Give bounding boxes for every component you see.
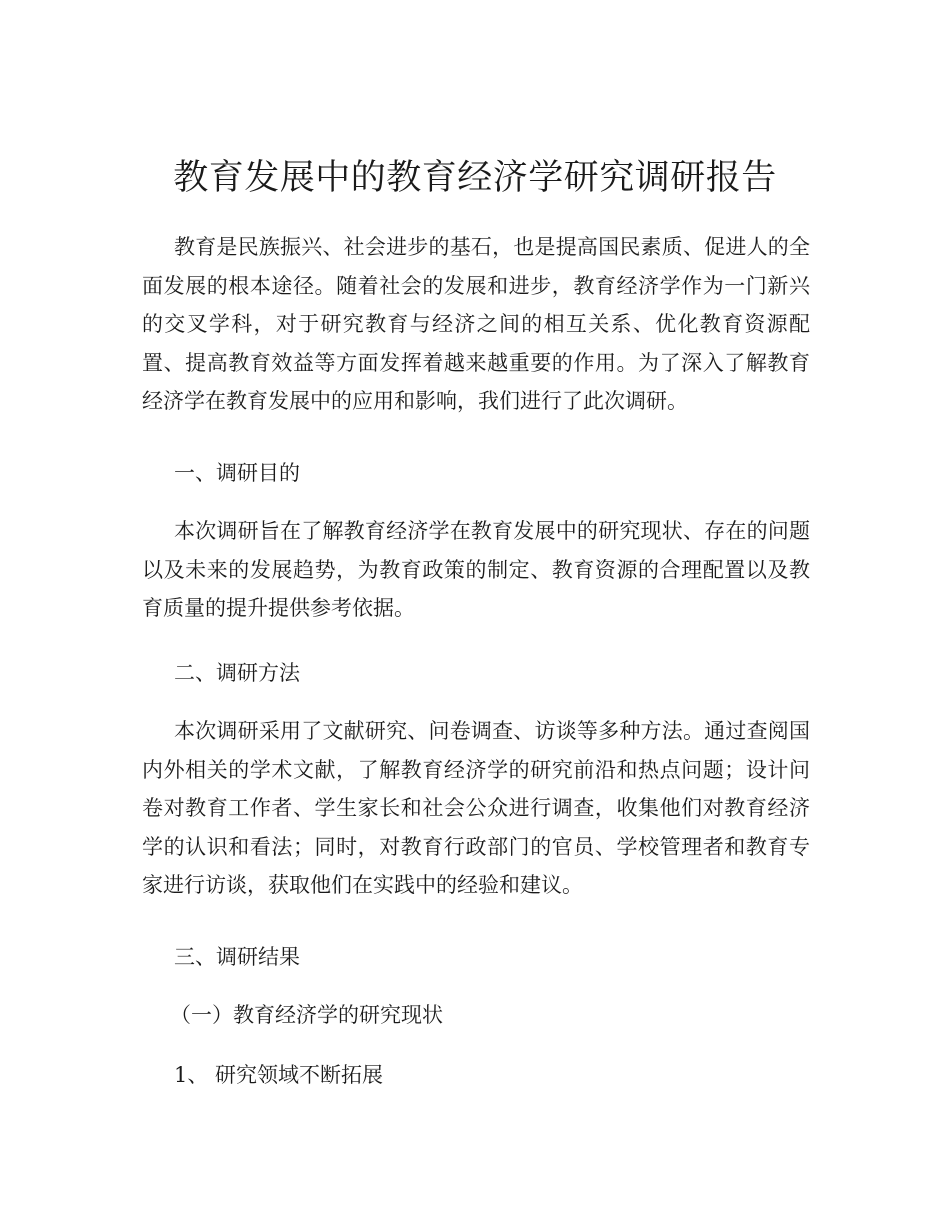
- document-title: 教育发展中的教育经济学研究调研报告: [173, 158, 777, 198]
- list-item-research-field: 1、 研究领域不断拓展: [174, 1063, 384, 1087]
- purpose-paragraph: 本次调研旨在了解教育经济学在教育发展中的研究现状、存在的问题以及未来的发展趋势，为教育政策的制定、教育资源的合理配置以及教育质量的提升提供参考依据。: [142, 519, 810, 621]
- section-heading-results: 三、调研结果: [174, 945, 300, 969]
- subsection-heading-status: （一）教育经济学的研究现状: [170, 1003, 443, 1027]
- section-heading-purpose: 一、调研目的: [174, 461, 300, 485]
- section-heading-method: 二、调研方法: [174, 661, 300, 685]
- intro-paragraph: 教育是民族振兴、社会进步的基石，也是提高国民素质、促进人的全面发展的根本途径。随着社会的发展和进步，教育经济学作为一门新兴的交叉学科，对于研究教育与经济之间的相互关系、优化教育资源配置、提高教育效益等方面发挥着越来越重要的作用。为了深入了解教育经济学在教育发展中的应用和影响，我们进行了此次调研。: [142, 235, 810, 414]
- method-paragraph: 本次调研采用了文献研究、问卷调查、访谈等多种方法。通过查阅国内外相关的学术文献，了解教育经济学的研究前沿和热点问题；设计问卷对教育工作者、学生家长和社会公众进行调查，收集他们对教育经济学的认识和看法；同时，对教育行政部门的官员、学校管理者和教育专家进行访谈，获取他们在实践中的经验和建议。: [142, 719, 810, 898]
